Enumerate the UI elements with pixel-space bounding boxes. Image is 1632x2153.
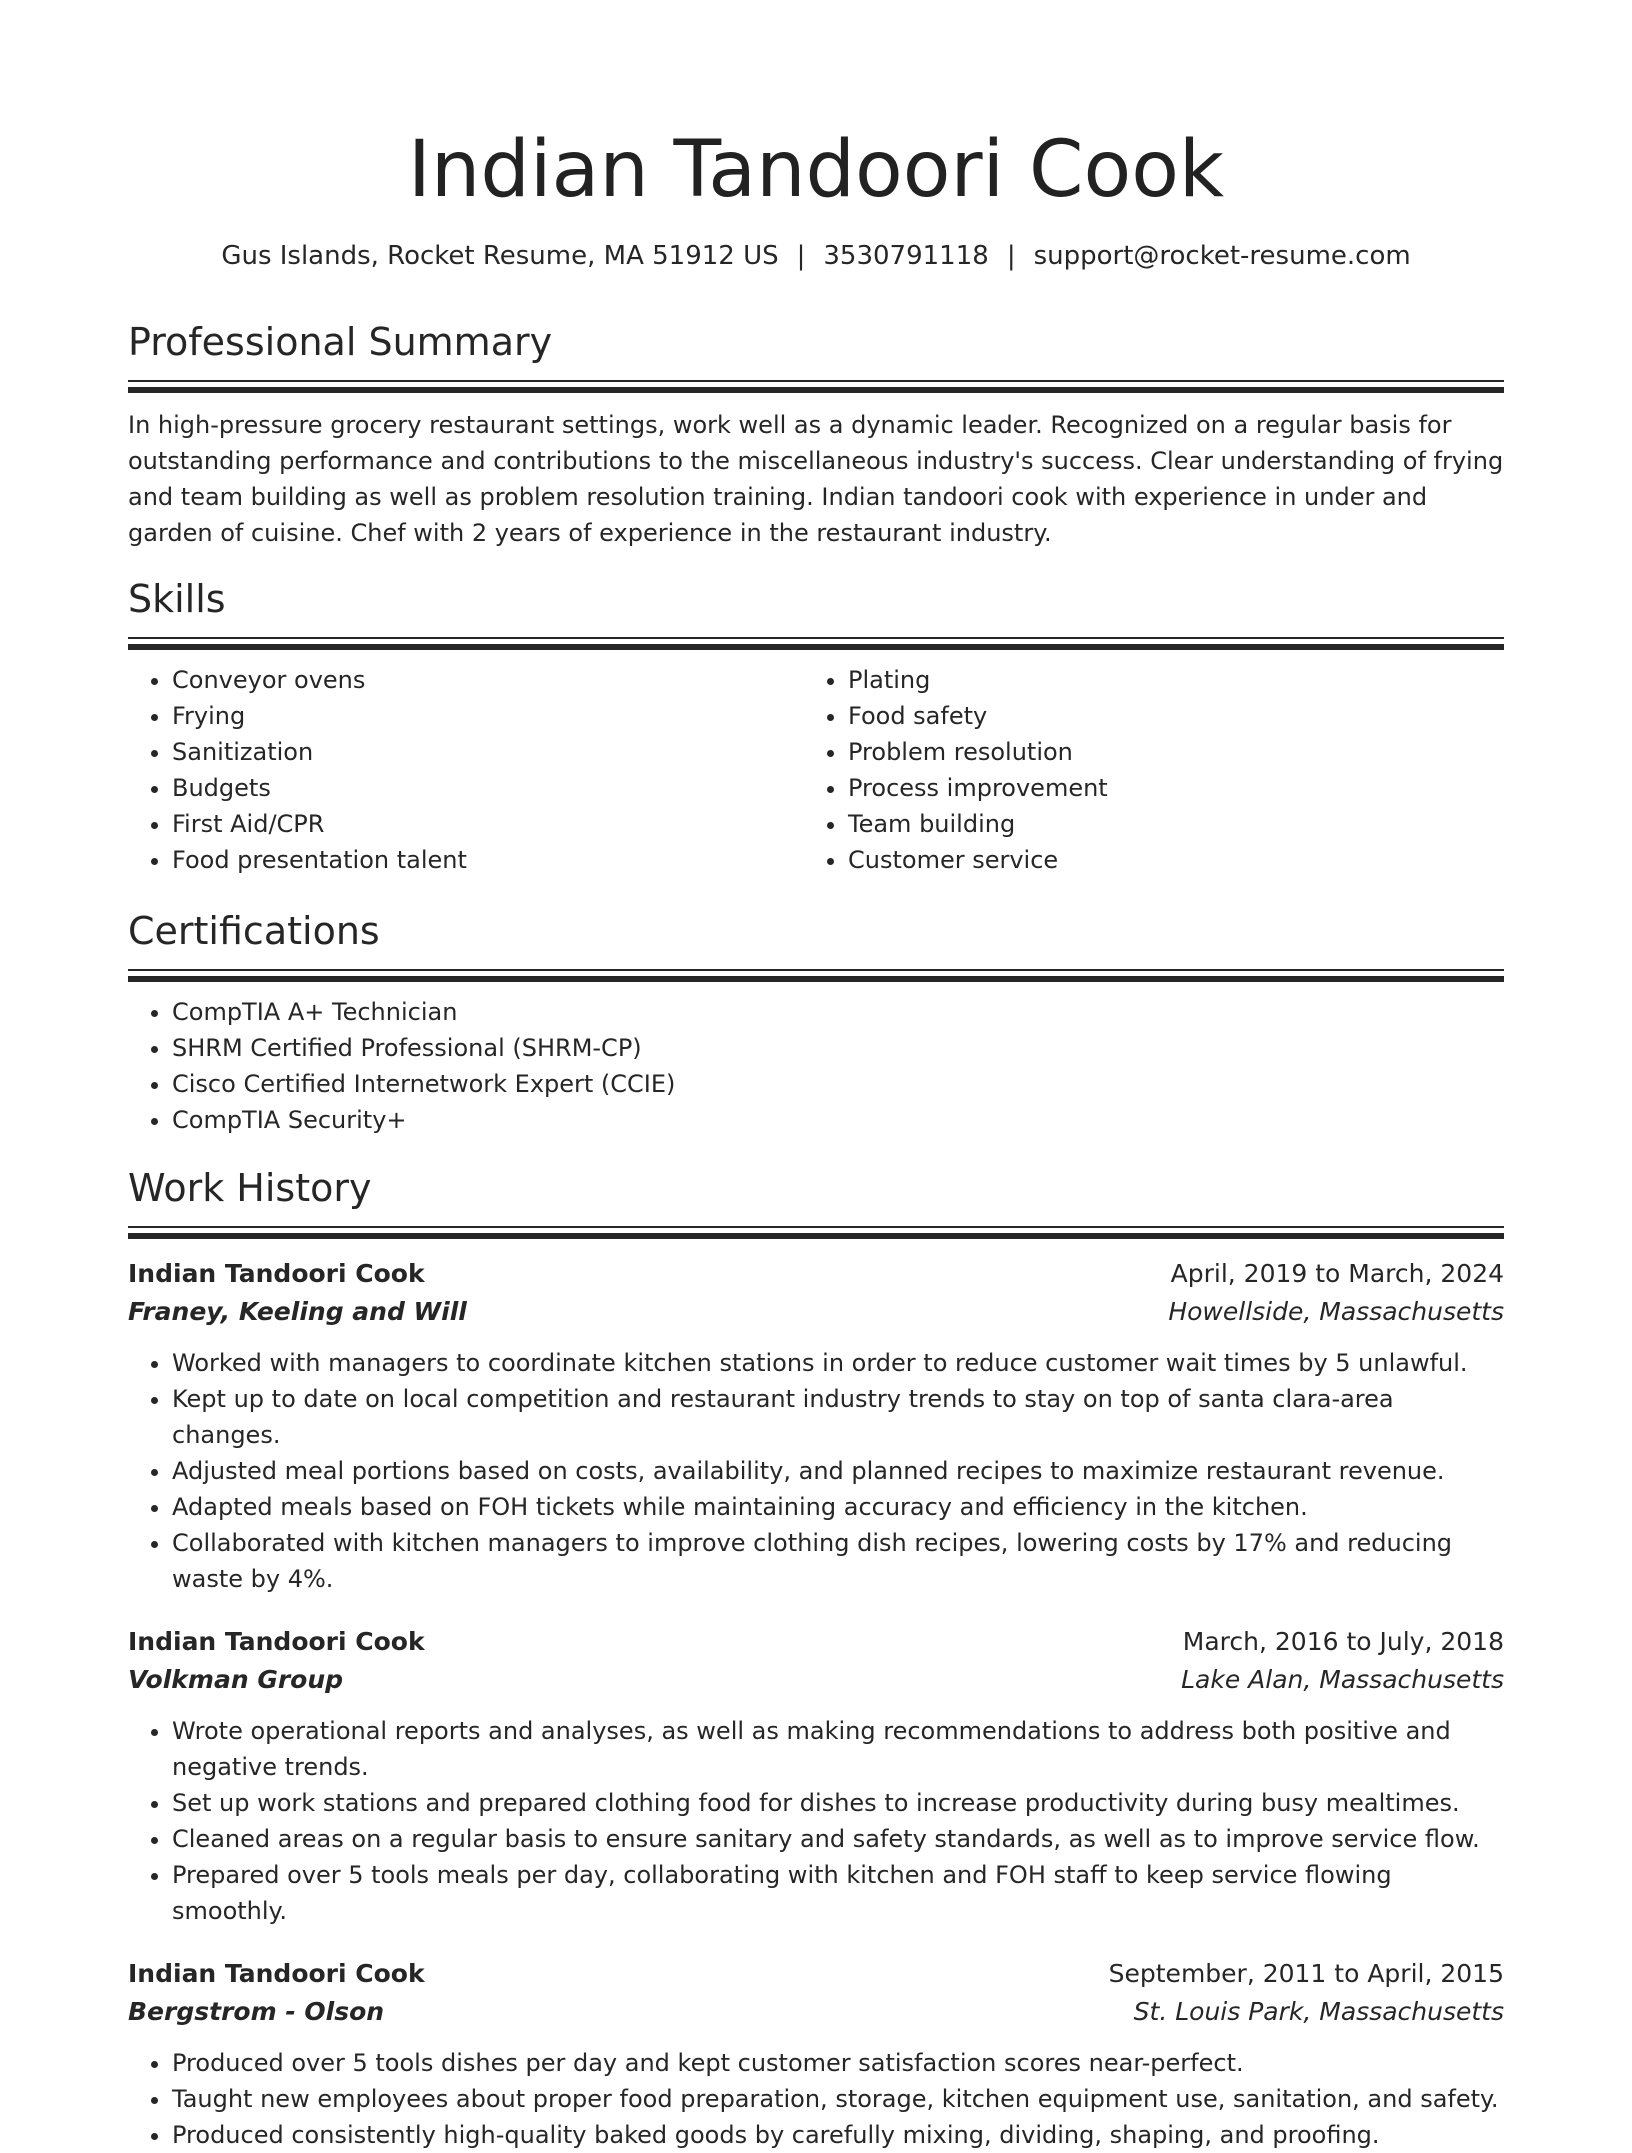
work-history-section bbox=[128, 1164, 1504, 2153]
contact-line bbox=[128, 238, 1504, 274]
certifications-section bbox=[128, 907, 1504, 1138]
job-bullet: • Adjusted meal portions based on costs, availability, and planned recipes to maximize restaurant revenue. bbox=[172, 1453, 1504, 1489]
job-company-row bbox=[128, 1661, 1504, 1699]
job-location: Lake Alan, Massachusetts bbox=[1181, 1665, 1504, 1694]
contact-separator: | bbox=[1006, 241, 1016, 271]
certification-item: • SHRM Certified Professional (SHRM-CP) bbox=[172, 1030, 1504, 1066]
skill-item: • Plating bbox=[848, 662, 1480, 698]
job-bullet: • Set up work stations and prepared clothing food for dishes to increase productivity during busy mealtimes. bbox=[172, 1785, 1504, 1821]
section-heading-skills: Skills bbox=[128, 577, 226, 621]
job-location: Howellside, Massachusetts bbox=[1168, 1297, 1504, 1326]
job-company: Franey, Keeling and Will bbox=[128, 1297, 467, 1326]
skills-section bbox=[128, 575, 1504, 878]
certification-item: • CompTIA Security+ bbox=[172, 1102, 1504, 1138]
job-location: St. Louis Park, Massachusetts bbox=[1133, 1997, 1504, 2026]
job-title: Indian Tandoori Cook bbox=[128, 1959, 425, 1988]
certifications-list bbox=[128, 994, 1504, 1138]
skill-item: • Frying bbox=[172, 698, 804, 734]
job-bullet: • Kept up to date on local competition and restaurant industry trends to stay on top of santa clara-area changes. bbox=[172, 1381, 1504, 1453]
job-bullet: • Produced over 5 tools dishes per day and kept customer satisfaction scores near-perfect. bbox=[172, 2045, 1504, 2081]
skill-item: • Food presentation talent bbox=[172, 842, 804, 878]
job-bullets bbox=[128, 1345, 1504, 1597]
job-bullet: • Worked with managers to coordinate kitchen stations in order to reduce customer wait times by 5 unlawful. bbox=[172, 1345, 1504, 1381]
summary-text: In high-pressure grocery restaurant settings, work well as a dynamic leader. Recognized on a regular basis for outstanding performance and contributions to the miscellaneous industry's success. Clear understanding of frying and team building as well as problem resolution training. Indian tandoori cook with experience in under and garden of cuisine. Chef with 2 years of experience in the restaurant industry. bbox=[128, 411, 1504, 547]
job-title: Indian Tandoori Cook bbox=[128, 1627, 425, 1656]
skill-item: • Conveyor ovens bbox=[172, 662, 804, 698]
section-divider bbox=[128, 1226, 1504, 1239]
job-bullet: • Prepared over 5 tools meals per day, collaborating with kitchen and FOH staff to keep service flowing smoothly. bbox=[172, 1857, 1504, 1929]
certification-item: • CompTIA A+ Technician bbox=[172, 994, 1504, 1030]
section-divider bbox=[128, 969, 1504, 982]
job-dates: March, 2016 to July, 2018 bbox=[1182, 1627, 1504, 1656]
job-header-row bbox=[128, 1623, 1504, 1661]
skill-item: • Team building bbox=[848, 806, 1480, 842]
section-heading-certifications: Certifications bbox=[128, 909, 380, 953]
job-bullet: • Cleaned areas on a regular basis to ensure sanitary and safety standards, as well as to improve service flow. bbox=[172, 1821, 1504, 1857]
skill-item: • First Aid/CPR bbox=[172, 806, 804, 842]
skill-item: • Sanitization bbox=[172, 734, 804, 770]
job-dates: September, 2011 to April, 2015 bbox=[1108, 1959, 1504, 1988]
skill-item: • Process improvement bbox=[848, 770, 1480, 806]
contact-email: support@rocket-resume.com bbox=[1033, 241, 1411, 271]
contact-separator: | bbox=[796, 241, 806, 271]
summary-section bbox=[128, 318, 1504, 551]
job-bullet: • Adapted meals based on FOH tickets while maintaining accuracy and efficiency in the kitchen. bbox=[172, 1489, 1504, 1525]
skill-item: • Customer service bbox=[848, 842, 1480, 878]
contact-phone: 3530791118 bbox=[823, 241, 989, 271]
skill-item: • Budgets bbox=[172, 770, 804, 806]
job-bullet: • Collaborated with kitchen managers to improve clothing dish recipes, lowering costs by 17% and reducing waste by 4%. bbox=[172, 1525, 1504, 1597]
job-bullet: • Taught new employees about proper food preparation, storage, kitchen equipment use, sanitation, and safety. bbox=[172, 2081, 1504, 2117]
skills-columns bbox=[128, 650, 1504, 878]
skill-item: • Problem resolution bbox=[848, 734, 1480, 770]
certification-item: • Cisco Certified Internetwork Expert (CCIE) bbox=[172, 1066, 1504, 1102]
job-company-row bbox=[128, 1993, 1504, 2031]
section-divider bbox=[128, 380, 1504, 393]
contact-address: Gus Islands, Rocket Resume, MA 51912 US bbox=[221, 241, 779, 271]
job-entry bbox=[128, 1955, 1504, 2153]
job-company: Volkman Group bbox=[128, 1665, 344, 1694]
skill-item: • Food safety bbox=[848, 698, 1480, 734]
job-entry bbox=[128, 1623, 1504, 1929]
job-company-row bbox=[128, 1293, 1504, 1331]
job-bullet: • Wrote operational reports and analyses, as well as making recommendations to address both positive and negative trends. bbox=[172, 1713, 1504, 1785]
job-dates: April, 2019 to March, 2024 bbox=[1170, 1259, 1504, 1288]
section-heading-work-history: Work History bbox=[128, 1166, 372, 1210]
job-entry bbox=[128, 1255, 1504, 1597]
job-header-row bbox=[128, 1255, 1504, 1293]
job-header-row bbox=[128, 1955, 1504, 1993]
job-company: Bergstrom - Olson bbox=[128, 1997, 385, 2026]
section-heading-summary: Professional Summary bbox=[128, 320, 553, 364]
section-divider bbox=[128, 637, 1504, 650]
job-title: Indian Tandoori Cook bbox=[128, 1259, 425, 1288]
skills-list-right bbox=[804, 662, 1480, 878]
skills-list-left bbox=[128, 662, 804, 878]
job-bullet: • Produced consistently high-quality baked goods by carefully mixing, dividing, shaping, and proofing. bbox=[172, 2117, 1504, 2153]
candidate-name: Indian Tandoori Cook bbox=[407, 125, 1225, 215]
job-bullets bbox=[128, 1713, 1504, 1929]
job-bullets bbox=[128, 2045, 1504, 2153]
